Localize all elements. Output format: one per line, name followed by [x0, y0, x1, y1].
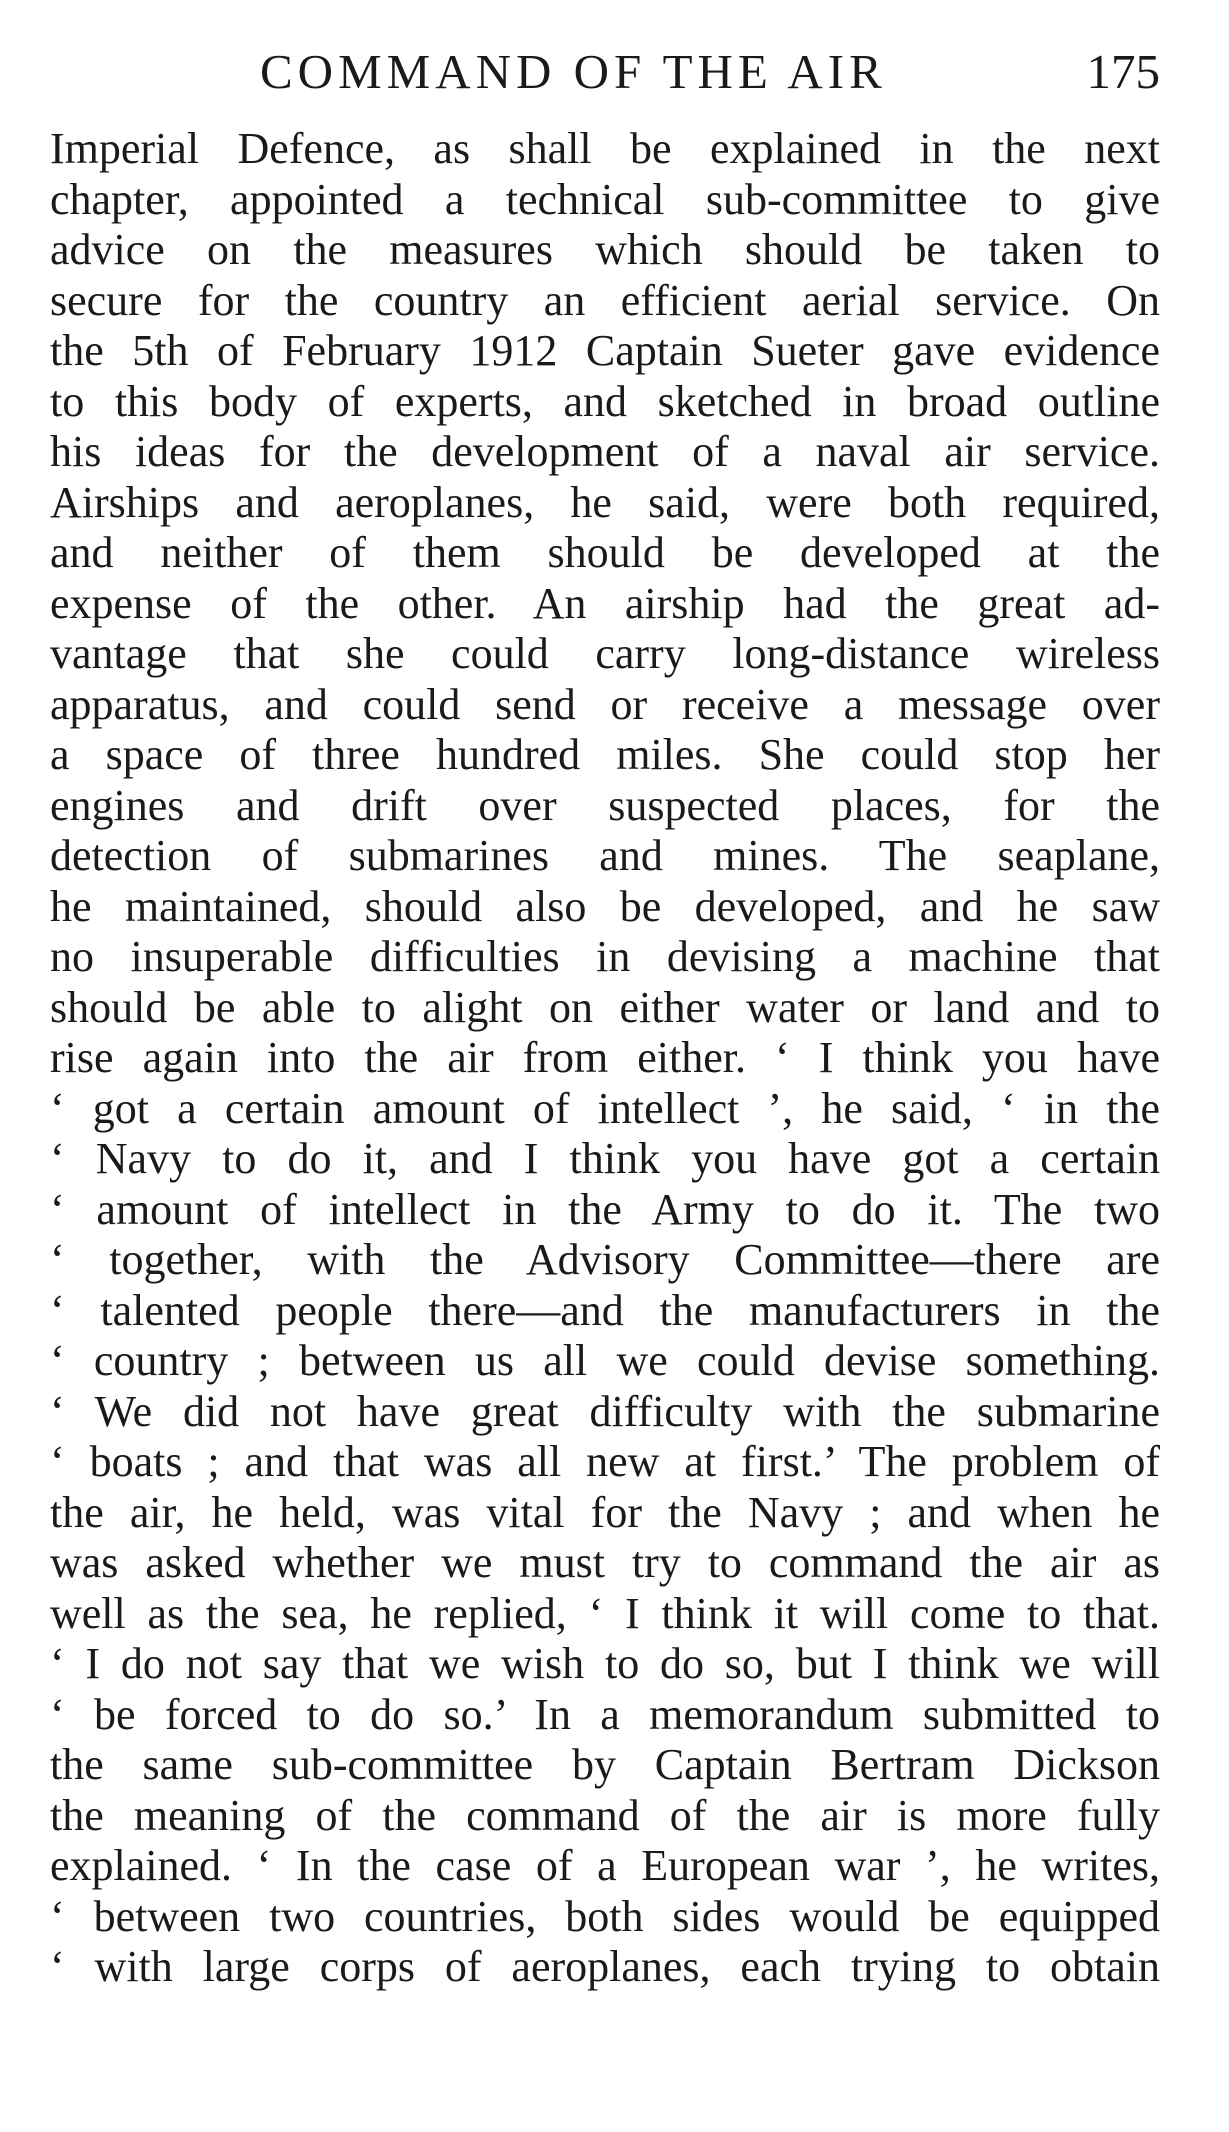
text-line: ‘ got a certain amount of intellect ’, he said, ‘ in the [50, 1083, 1160, 1133]
text-line: should be able to alight on either water or land and to [50, 982, 1160, 1032]
text-line: explained. ‘ In the case of a European war ’, he writes, [50, 1841, 1160, 1890]
page-number: 175 [1086, 44, 1160, 99]
text-line: advice on the measures which should be taken to [50, 225, 1160, 274]
text-line: he maintained, should also be developed, and he saw [50, 881, 1160, 931]
text-line: secure for the country an efficient aerial service. On [50, 275, 1160, 325]
text-line: and neither of them should be developed at the [50, 528, 1160, 577]
text-line: vantage that she could carry long-distance wireless [50, 629, 1160, 678]
text-line: ‘ boats ; and that was all new at first.’ The problem of [50, 1437, 1160, 1486]
text-line: the same sub-committee by Captain Bertram Dickson [50, 1740, 1160, 1789]
text-line: ‘ together, with the Advisory Committee—there are [50, 1235, 1160, 1284]
text-line: Imperial Defence, as shall be explained in the next [50, 124, 1160, 173]
text-line: ‘ talented people there—and the manufacturers in the [50, 1285, 1160, 1335]
text-line: ‘ amount of intellect in the Army to do it. The two [50, 1184, 1160, 1234]
running-head [50, 42, 1160, 102]
text-line: ‘ Navy to do it, and I think you have got a certain [50, 1134, 1160, 1183]
text-line: chapter, appointed a technical sub-committee to give [50, 174, 1160, 224]
text-line: no insuperable difficulties in devising a machine that [50, 932, 1160, 981]
text-line: ‘ I do not say that we wish to do so, but I think we will [50, 1639, 1160, 1688]
running-title: COMMAND OF THE AIR [260, 44, 887, 99]
text-line: ‘ We did not have great difficulty with the submarine [50, 1386, 1160, 1436]
text-line: the air, he held, was vital for the Navy ; and when he [50, 1487, 1160, 1537]
text-line: ‘ between two countries, both sides would be equipped [50, 1891, 1160, 1941]
text-line: his ideas for the development of a naval air service. [50, 427, 1160, 476]
text-line: the meaning of the command of the air is more fully [50, 1790, 1160, 1840]
text-line: ‘ with large corps of aeroplanes, each trying to obtain [50, 1942, 1160, 1991]
text-line: apparatus, and could send or receive a message over [50, 679, 1160, 729]
text-line: expense of the other. An airship had the great ad- [50, 578, 1160, 628]
text-line: Airships and aeroplanes, he said, were both required, [50, 477, 1160, 527]
text-line: a space of three hundred miles. She could stop her [50, 730, 1160, 779]
text-line: detection of submarines and mines. The seaplane, [50, 831, 1160, 880]
text-line: well as the sea, he replied, ‘ I think it will come to that. [50, 1588, 1160, 1638]
text-line: the 5th of February 1912 Captain Sueter gave evidence [50, 326, 1160, 375]
text-line: rise again into the air from either. ‘ I think you have [50, 1033, 1160, 1082]
text-line: to this body of experts, and sketched in broad outline [50, 376, 1160, 426]
text-line: was asked whether we must try to command the air as [50, 1538, 1160, 1587]
text-line: engines and drift over suspected places, for the [50, 780, 1160, 830]
body-text [50, 124, 1160, 1993]
text-line: ‘ be forced to do so.’ In a memorandum submitted to [50, 1689, 1160, 1739]
text-line: ‘ country ; between us all we could devise something. [50, 1336, 1160, 1385]
